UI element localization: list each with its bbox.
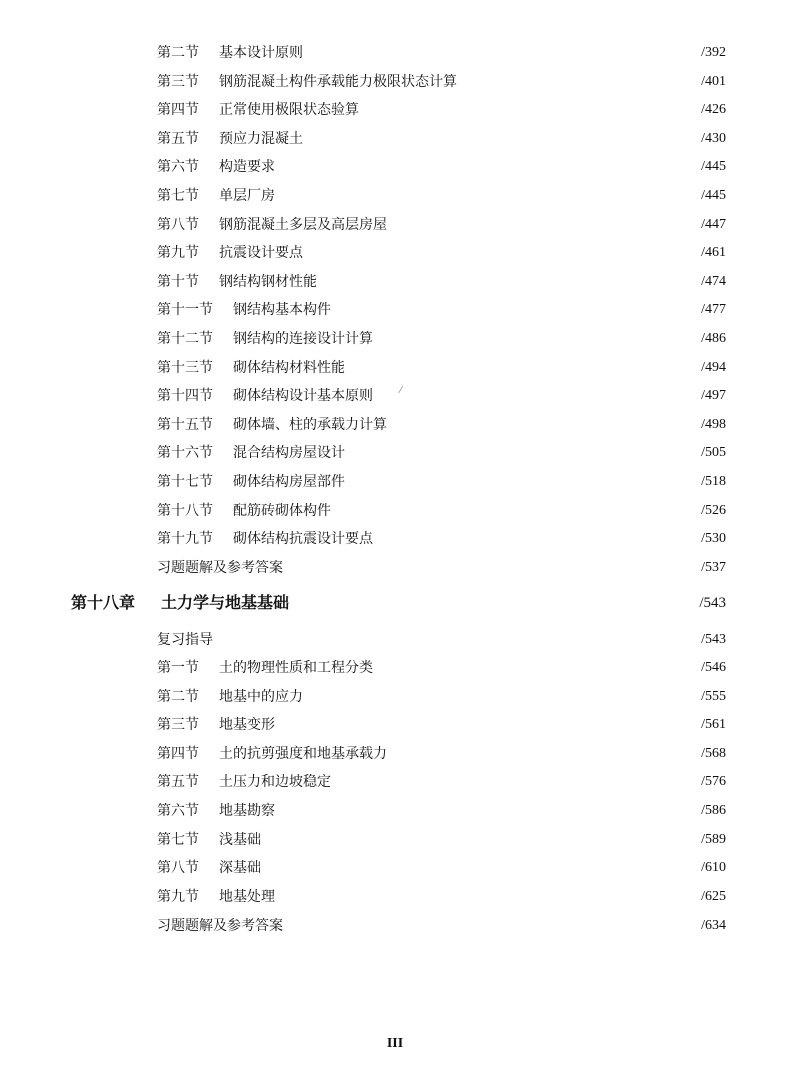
toc-entry [157,327,726,351]
section-page-number: /494 [701,359,726,375]
section-label: 第十六节 [157,445,213,462]
section-label: 第四节 [157,745,199,762]
section-title: 地基勘察 [219,803,275,819]
section-label: 第三节 [157,717,199,734]
toc-entry [157,685,726,709]
section-label: 第八节 [157,860,199,877]
section-label: 第一节 [157,660,199,676]
section-page-number: /486 [701,331,726,346]
entry-title: 习题题解及参考答案 [157,560,283,576]
entry-title: 习题题解及参考答案 [157,918,283,934]
scan-mark: ⁄ [400,386,402,396]
section-label: 第九节 [157,888,199,905]
toc-entry [157,828,726,852]
section-title: 土压力和边坡稳定 [219,774,331,791]
section-title: 砌体结构材料性能 [233,359,345,376]
section-title: 砌体结构房屋部件 [233,474,345,490]
section-page-number: /498 [701,416,726,432]
section-label: 第五节 [157,130,199,147]
section-label: 第五节 [157,774,199,791]
section-page-number: /586 [701,803,726,818]
section-label: 第十一节 [157,302,213,319]
section-page-number: /555 [701,688,726,704]
section-page-number: /445 [701,188,726,203]
section-page-number: /576 [701,774,726,790]
chapter-title: 土力学与地基基础 [161,593,290,612]
section-label: 第二节 [157,688,199,705]
section-label: 第九节 [157,245,199,262]
toc-entry [157,127,726,151]
section-title: 浅基础 [219,831,261,848]
section-page-number: /526 [701,502,726,518]
section-label: 第三节 [157,73,199,90]
toc-entry [157,270,726,294]
section-title: 单层厂房 [219,188,275,204]
section-page-number: /426 [701,102,726,118]
toc-entry-exercises-a [157,556,726,580]
toc-entry-review [157,628,726,652]
section-title: 砌体墙、柱的承载力计算 [233,416,387,433]
section-title: 深基础 [219,860,261,877]
section-title: 钢筋混凝土多层及高层房屋 [219,216,387,233]
section-page-number: /505 [701,445,726,461]
section-title: 钢筋混凝土构件承载能力极限状态计算 [219,73,457,90]
section-page-number: /474 [701,273,726,289]
section-page-number: /610 [701,860,726,876]
section-label: 第十九节 [157,531,213,548]
section-label: 第六节 [157,803,199,819]
toc-entry [157,856,726,880]
toc-entry [157,155,726,179]
section-page-number: /497 [701,388,726,404]
section-page-number: /518 [701,474,726,489]
section-label: 第七节 [157,188,199,204]
section-title: 基本设计原则 [219,45,303,61]
toc-entry [157,413,726,437]
page-footer-number: III [386,1036,404,1051]
section-label: 第十七节 [157,474,213,490]
entry-page-number: /634 [701,918,726,933]
toc-entry [157,799,726,823]
section-title: 地基中的应力 [219,688,303,705]
section-label: 第十四节 [157,388,213,405]
toc-entry [157,713,726,737]
section-label: 第二节 [157,45,199,61]
section-page-number: /447 [701,216,726,232]
section-title: 抗震设计要点 [219,245,303,262]
section-page-number: /430 [701,130,726,146]
chapter-page-number: /543 [699,595,726,611]
chapter-label: 第十八章 [71,593,136,612]
section-page-number: /530 [701,531,726,547]
toc-entry [157,184,726,208]
section-label: 第六节 [157,159,199,176]
entry-page-number: /543 [701,632,726,647]
toc-entry [157,742,726,766]
section-label: 第十二节 [157,331,213,347]
section-label: 第八节 [157,216,199,233]
toc-entry [157,441,726,465]
section-title: 混合结构房屋设计 [233,445,345,462]
toc-entry [157,527,726,551]
toc-entry [157,213,726,237]
toc-entry [157,41,726,65]
toc-entry [157,98,726,122]
section-label: 第十五节 [157,416,213,433]
section-page-number: /546 [701,660,726,675]
section-title: 配筋砖砌体构件 [233,502,331,519]
toc-entry [157,298,726,322]
toc-entry [157,499,726,523]
entry-page-number: /537 [701,560,726,575]
section-title: 预应力混凝土 [219,130,303,147]
section-title: 正常使用极限状态验算 [219,102,359,119]
section-page-number: /461 [701,245,726,261]
section-page-number: /625 [701,888,726,904]
section-title: 钢结构基本构件 [233,302,331,319]
entry-title: 复习指导 [157,632,213,648]
section-title: 土的抗剪强度和地基承载力 [219,745,387,762]
section-page-number: /445 [701,159,726,175]
toc-entry [157,241,726,265]
section-title: 土的物理性质和工程分类 [219,660,373,676]
toc-entry [157,356,726,380]
section-title: 构造要求 [219,159,275,176]
toc-entry-exercises-b [157,914,726,938]
section-page-number: /589 [701,831,726,847]
toc-entry [157,885,726,909]
toc-entry [157,70,726,94]
section-page-number: /392 [701,45,726,60]
section-page-number: /568 [701,745,726,761]
section-label: 第十三节 [157,359,213,376]
toc-entry [157,770,726,794]
section-title: 地基处理 [219,888,275,905]
toc-entry [157,656,726,680]
section-page-number: /561 [701,717,726,733]
section-label: 第十八节 [157,502,213,519]
section-page-number: /401 [701,73,726,89]
section-label: 第七节 [157,831,199,848]
chapter-heading [71,589,726,617]
section-title: 地基变形 [219,717,275,734]
section-label: 第四节 [157,102,199,119]
section-title: 砌体结构设计基本原则 [233,388,373,405]
toc-entry [157,470,726,494]
toc-entry [157,384,726,408]
section-page-number: /477 [701,302,726,318]
section-title: 钢结构的连接设计计算 [233,331,373,347]
section-title: 钢结构钢材性能 [219,273,317,290]
section-title: 砌体结构抗震设计要点 [233,531,373,548]
section-label: 第十节 [157,273,199,290]
